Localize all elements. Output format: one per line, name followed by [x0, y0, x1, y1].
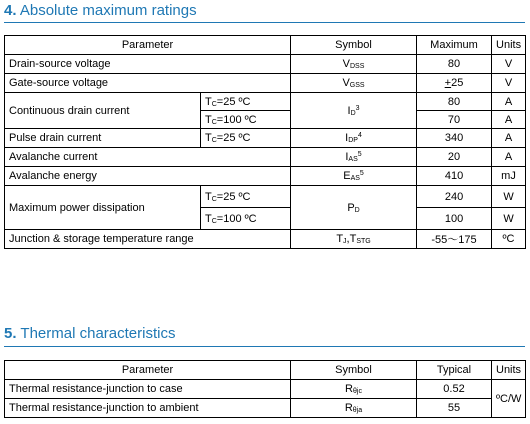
- unit-cell: A: [492, 93, 526, 111]
- param-cell: Avalanche current: [5, 148, 291, 167]
- absolute-max-ratings-grid: [4, 35, 526, 249]
- unit-cell: A: [492, 129, 526, 148]
- value-cell: 20: [417, 148, 492, 167]
- param-cell: Thermal resistance-junction to case: [5, 380, 291, 399]
- header-units: Units: [492, 36, 526, 55]
- param-cell: Continuous drain current: [5, 93, 201, 129]
- section5-rule: [4, 346, 525, 347]
- table-header-row: [5, 36, 526, 55]
- header-parameter: Parameter: [5, 36, 291, 55]
- value-cell: 55: [417, 399, 492, 418]
- symbol-cell: $I_{AS}^5$: [291, 148, 417, 167]
- unit-cell: A: [492, 148, 526, 167]
- table-row: [5, 230, 526, 249]
- section4-title: [4, 2, 197, 19]
- symbol-cell: $R_{\theta ja}$: [291, 399, 417, 418]
- symbol-cell: $V_{GSS}$: [291, 74, 417, 93]
- section4-number: 4.: [4, 2, 17, 19]
- value-cell: 100: [417, 208, 492, 230]
- thermal-characteristics-table: [4, 360, 526, 418]
- symbol-cell: $I_D^3$: [291, 93, 417, 129]
- unit-cell: ºC/W: [492, 380, 526, 418]
- symbol-cell: $E_{AS}^5$: [291, 167, 417, 186]
- unit-cell: A: [492, 111, 526, 129]
- value-cell: 80: [417, 55, 492, 74]
- value-cell: 0.52: [417, 380, 492, 399]
- condition-cell: $T_C=100$ ºC: [201, 111, 291, 129]
- param-cell: Maximum power dissipation: [5, 186, 201, 230]
- table-row: [5, 148, 526, 167]
- header-symbol: Symbol: [291, 36, 417, 55]
- table-row: [5, 74, 526, 93]
- section5-number: 5.: [4, 325, 17, 342]
- table-row: [5, 55, 526, 74]
- condition-cell: $T_C=100$ ºC: [201, 208, 291, 230]
- value-cell: 340: [417, 129, 492, 148]
- condition-cell: $T_C=25$ ºC: [201, 93, 291, 111]
- value-cell: 70: [417, 111, 492, 129]
- param-cell: Gate-source voltage: [5, 74, 291, 93]
- param-cell: Avalanche energy: [5, 167, 291, 186]
- table-row: [5, 129, 526, 148]
- condition-cell: $T_C=25$ ºC: [201, 129, 291, 148]
- value-cell: 80: [417, 93, 492, 111]
- value-cell: 240: [417, 186, 492, 208]
- symbol-cell: $T_J,T_{STG}$: [291, 230, 417, 249]
- header-symbol: Symbol: [291, 361, 417, 380]
- param-cell: Thermal resistance-junction to ambient: [5, 399, 291, 418]
- condition-cell: $T_C=25$ ºC: [201, 186, 291, 208]
- param-cell: Pulse drain current: [5, 129, 201, 148]
- table-row: [5, 167, 526, 186]
- table-row: [5, 186, 526, 208]
- table-row: [5, 399, 526, 418]
- section4-rule: [4, 22, 525, 23]
- param-cell: Junction & storage temperature range: [5, 230, 291, 249]
- symbol-cell: $V_{DSS}$: [291, 55, 417, 74]
- symbol-cell: $I_{DP}^4$: [291, 129, 417, 148]
- section5-title: [4, 325, 175, 342]
- section4-title-text: Absolute maximum ratings: [19, 2, 197, 19]
- unit-cell: W: [492, 186, 526, 208]
- header-parameter: Parameter: [5, 361, 291, 380]
- param-cell: Drain-source voltage: [5, 55, 291, 74]
- unit-cell: ºC: [492, 230, 526, 249]
- unit-cell: V: [492, 74, 526, 93]
- value-cell: 410: [417, 167, 492, 186]
- table-row: [5, 380, 526, 399]
- unit-cell: W: [492, 208, 526, 230]
- unit-cell: V: [492, 55, 526, 74]
- table-row: [5, 93, 526, 111]
- header-typical: Typical: [417, 361, 492, 380]
- symbol-cell: $P_D$: [291, 186, 417, 230]
- unit-cell: mJ: [492, 167, 526, 186]
- header-units: Units: [492, 361, 526, 380]
- header-maximum: Maximum: [417, 36, 492, 55]
- value-cell: -55～175: [417, 230, 492, 249]
- section5-title-text: Thermal characteristics: [20, 325, 176, 342]
- symbol-cell: $R_{\theta jc}$: [291, 380, 417, 399]
- table-header-row: [5, 361, 526, 380]
- value-cell: +25: [417, 74, 492, 93]
